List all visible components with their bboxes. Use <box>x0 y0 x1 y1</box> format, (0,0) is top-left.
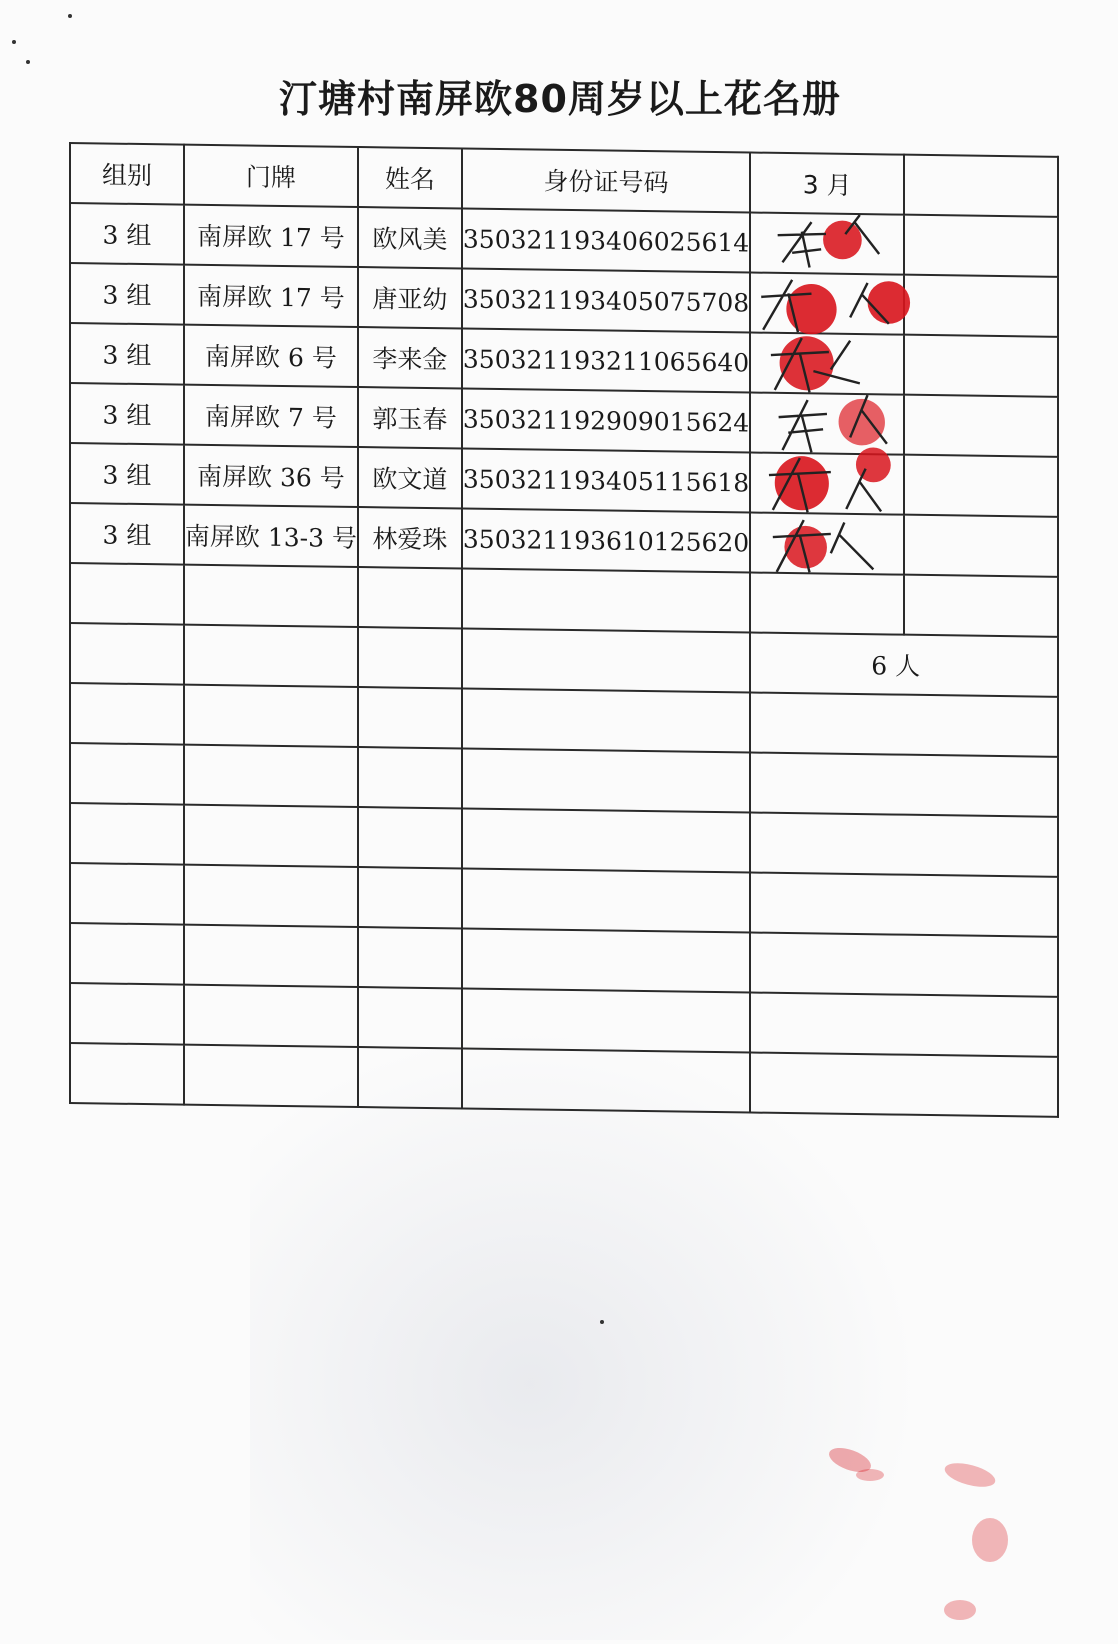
fingerprint-signature-image <box>751 454 903 514</box>
cell-group: 3 组 <box>70 383 184 445</box>
fingerprint-signature-image <box>751 394 903 454</box>
cell-group: 3 组 <box>70 263 184 325</box>
signature-cell <box>750 513 904 575</box>
cell-id: 350321193610125620 <box>462 508 750 572</box>
signature-cell <box>750 213 904 275</box>
signature-cell <box>750 453 904 515</box>
cell-address: 南屏欧 7 号 <box>184 385 358 447</box>
total-count-cell <box>750 633 1058 697</box>
paper-speck <box>12 40 16 44</box>
table-row-empty <box>70 1043 1058 1117</box>
paper-speck <box>68 14 72 18</box>
header-blank <box>904 155 1058 217</box>
document-title: 汀塘村南屏欧80周岁以上花名册 <box>279 77 841 121</box>
document-sheet <box>55 60 1065 1620</box>
signature-cell <box>750 333 904 395</box>
signature-cell <box>750 393 904 455</box>
header-group: 组别 <box>70 143 184 205</box>
cell-address: 南屏欧 36 号 <box>184 445 358 507</box>
cell-id: 350321193211065640 <box>462 328 750 392</box>
cell-id: 350321192909015624 <box>462 388 750 452</box>
cell-blank <box>904 275 1058 337</box>
cell-name: 欧文道 <box>358 447 462 508</box>
cell-group: 3 组 <box>70 323 184 385</box>
cell-id: 350321193405075708 <box>462 268 750 332</box>
cell-blank <box>904 515 1058 577</box>
header-id-number: 身份证号码 <box>462 148 750 212</box>
roster-table <box>69 142 1059 1118</box>
paper-speck <box>26 60 30 64</box>
header-name: 姓名 <box>358 147 462 208</box>
cell-blank <box>904 335 1058 397</box>
cell-group: 3 组 <box>70 203 184 265</box>
cell-address: 南屏欧 6 号 <box>184 325 358 387</box>
cell-name: 唐亚幼 <box>358 267 462 328</box>
fingerprint-signature-image <box>751 214 903 274</box>
cell-name: 郭玉春 <box>358 387 462 448</box>
fingerprint-signature-image <box>751 514 903 574</box>
cell-name: 欧风美 <box>358 207 462 268</box>
ink-smudge-marks <box>810 1420 1110 1640</box>
cell-address: 南屏欧 17 号 <box>184 205 358 267</box>
cell-blank <box>904 215 1058 277</box>
cell-blank <box>904 395 1058 457</box>
cell-name: 李来金 <box>358 327 462 388</box>
cell-id: 350321193406025614 <box>462 208 750 272</box>
cell-address: 南屏欧 13-3 号 <box>184 505 358 567</box>
cell-group: 3 组 <box>70 503 184 565</box>
fingerprint-signature-image <box>751 274 903 334</box>
cell-address: 南屏欧 17 号 <box>184 265 358 327</box>
total-count: 6 人 <box>871 651 921 681</box>
signature-cell <box>750 273 904 335</box>
header-address: 门牌 <box>184 145 358 207</box>
cell-name: 林爱珠 <box>358 507 462 568</box>
header-month: 3 月 <box>750 153 904 215</box>
fingerprint-signature-image <box>751 334 903 394</box>
cell-id: 350321193405115618 <box>462 448 750 512</box>
cell-group: 3 组 <box>70 443 184 505</box>
cell-blank <box>904 455 1058 517</box>
